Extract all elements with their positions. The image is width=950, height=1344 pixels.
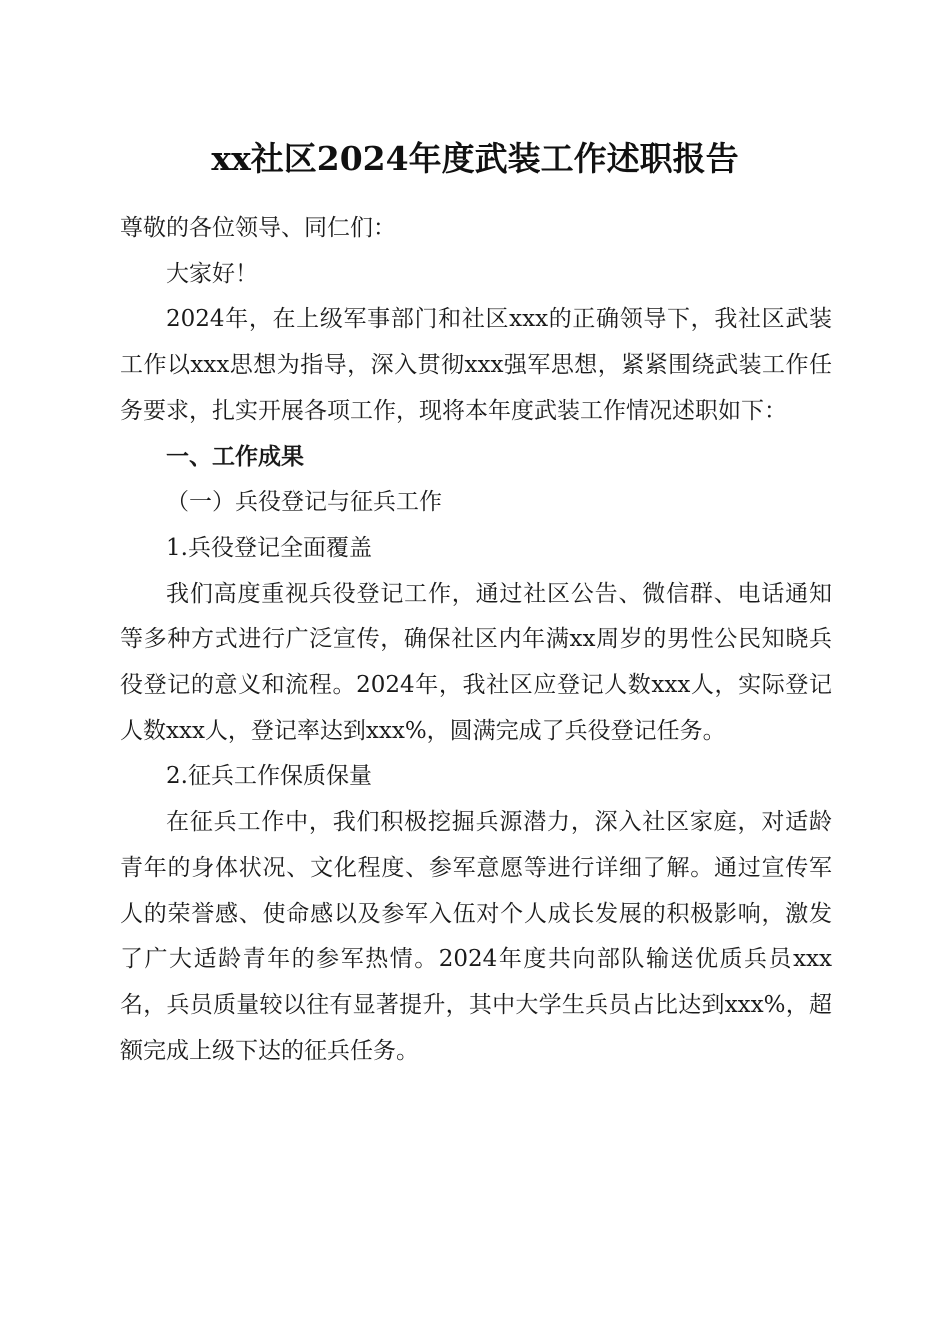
item-paragraph-registration: 我们高度重视兵役登记工作，通过社区公告、微信群、电话通知等多种方式进行广泛宣传，确保社区内年满xx周岁的男性公民知晓兵役登记的意义和流程。2024年，我社区应登记人数xxx人，实际登记人数xxx人，登记率达到xxx%，圆满完成了兵役登记任务。 bbox=[120, 580, 832, 744]
document-body bbox=[120, 206, 832, 1074]
item-heading-registration: 1.兵役登记全面覆盖 bbox=[166, 534, 372, 561]
item-heading-recruitment: 2.征兵工作保质保量 bbox=[166, 763, 372, 790]
section-heading-work-results: 一、工作成果 bbox=[166, 443, 304, 470]
greeting: 大家好！ bbox=[166, 260, 258, 287]
document-title: xx社区2024年度武装工作述职报告 bbox=[211, 139, 739, 178]
salutation: 尊敬的各位领导、同仁们： bbox=[120, 215, 396, 241]
intro-paragraph: 2024年，在上级军事部门和社区xxx的正确领导下，我社区武装工作以xxx思想为指导，深入贯彻xxx强军思想，紧紧围绕武装工作任务要求，扎实开展各项工作，现将本年度武装工作情况述职如下： bbox=[120, 306, 832, 424]
item-paragraph-recruitment: 在征兵工作中，我们积极挖掘兵源潜力，深入社区家庭，对适龄青年的身体状况、文化程度、参军意愿等进行详细了解。通过宣传军人的荣誉感、使命感以及参军入伍对个人成长发展的积极影响，激发了广大适龄青年的参军热情。2024年度共向部队输送优质兵员xxx名，兵员质量较以往有显著提升，其中大学生兵员占比达到xxx%，超额完成上级下达的征兵任务。 bbox=[120, 809, 832, 1064]
subsection-heading-registration-recruitment: （一）兵役登记与征兵工作 bbox=[166, 489, 442, 516]
